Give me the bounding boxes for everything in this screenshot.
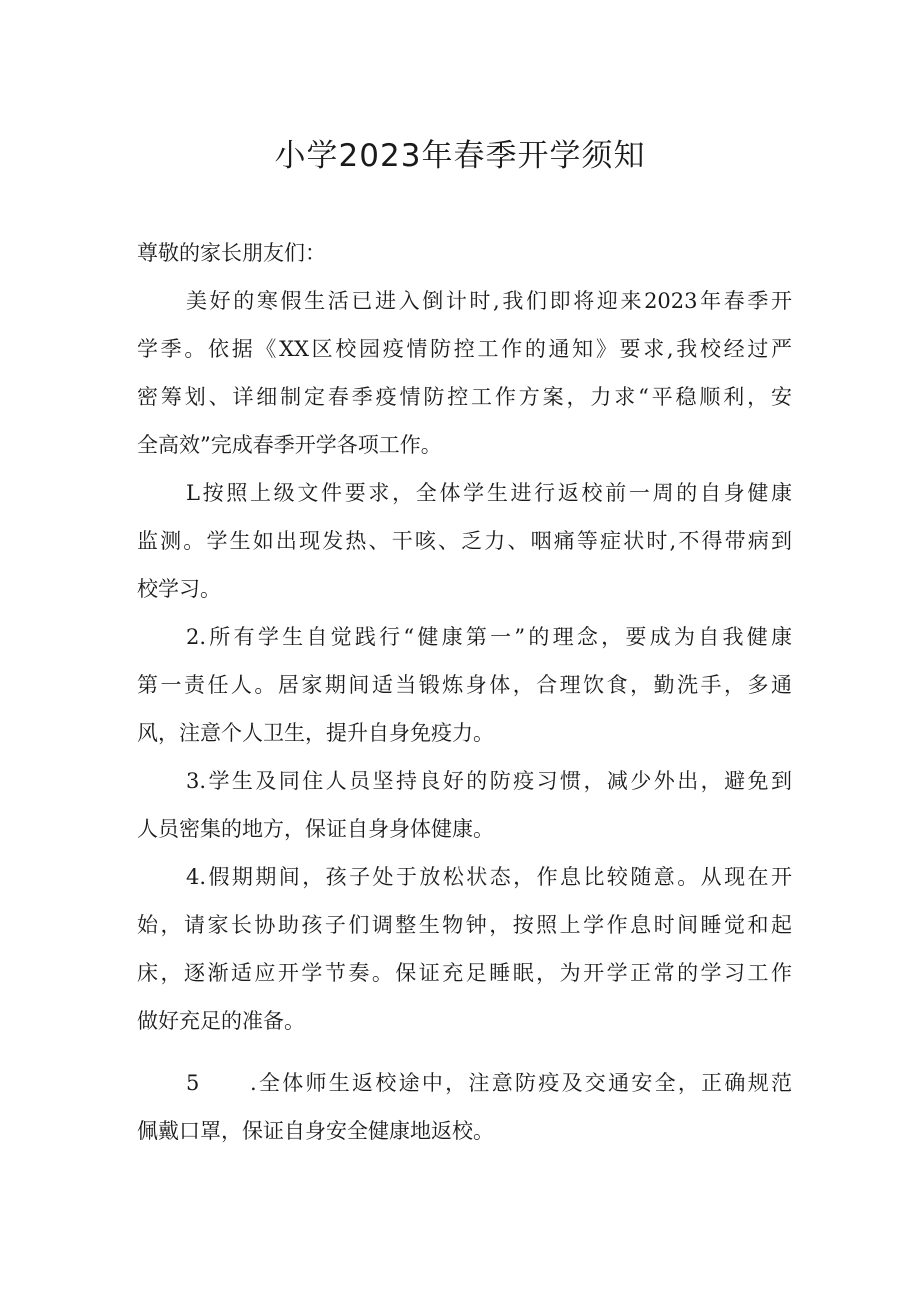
item-3-line-2: 人员密集的地方，保证自身身体健康。 xyxy=(137,817,494,841)
item-4-line-1 xyxy=(186,853,792,901)
item-2-line-1 xyxy=(186,613,792,661)
item-2-number: 2 xyxy=(186,625,200,649)
item-4-number: 4 xyxy=(186,865,200,889)
intro-line-3: 密筹划、详细制定春季疫情防控工作方案，力求“平稳顺利，安 xyxy=(137,385,792,409)
item-2-line-3: 风，注意个人卫生，提升自身免疫力。 xyxy=(137,721,494,745)
item-3-number: 3 xyxy=(186,769,200,793)
item-1-line-3: 校学习。 xyxy=(137,577,221,601)
item-3-text: .学生及同住人员坚持良好的防疫习惯，减少外出，避免到 xyxy=(199,769,792,793)
intro-line-4: 全高效”完成春季开学各项工作。 xyxy=(137,433,442,457)
item-5-number: 5 xyxy=(186,1071,200,1095)
item-1-number: L xyxy=(186,481,200,505)
intro-line-2: 学季。依据《XX区校园疫情防控工作的通知》要求,我校经过严 xyxy=(137,337,792,361)
item-5-line-2: 佩戴口罩，保证自身安全健康地返校。 xyxy=(137,1119,494,1143)
item-1-line-2: 监测。学生如出现发热、干咳、乏力、咽痛等症状时,不得带病到 xyxy=(137,529,792,553)
item-2-text: .所有学生自觉践行“健康第一”的理念，要成为自我健康 xyxy=(199,625,792,649)
item-4-line-2: 始，请家长协助孩子们调整生物钟，按照上学作息时间睡觉和起 xyxy=(137,913,792,937)
item-4-line-4: 做好充足的准备。 xyxy=(137,1009,305,1033)
salutation: 尊敬的家长朋友们： xyxy=(137,241,326,265)
item-5-text: .全体师生返校途中，注意防疫及交通安全，正确规范 xyxy=(250,1071,792,1095)
item-5-line-1 xyxy=(186,1059,792,1107)
item-3-line-1 xyxy=(186,757,792,805)
document-title: 小学2023年春季开学须知 xyxy=(274,138,646,174)
item-2-line-2: 第一责任人。居家期间适当锻炼身体，合理饮食，勤洗手，多通 xyxy=(137,673,792,697)
intro-line-1: 美好的寒假生活已进入倒计时,我们即将迎来2023年春季开 xyxy=(186,289,792,313)
item-4-text: .假期期间，孩子处于放松状态，作息比较随意。从现在开 xyxy=(199,865,792,889)
item-1-text: 按照上级文件要求，全体学生进行返校前一周的自身健康 xyxy=(199,481,792,505)
item-4-line-3: 床，逐渐适应开学节奏。保证充足睡眠，为开学正常的学习工作 xyxy=(137,961,792,985)
item-1-line-1 xyxy=(186,469,792,517)
